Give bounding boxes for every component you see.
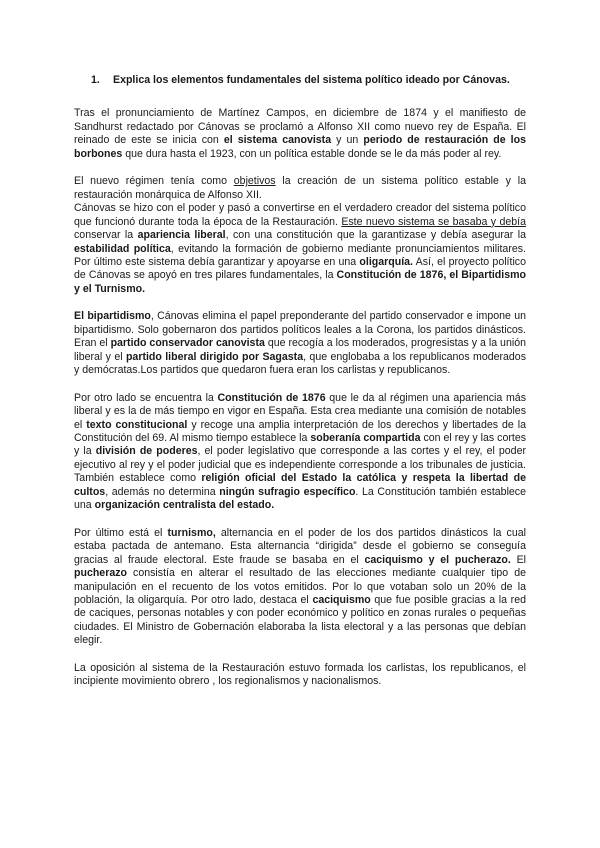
- paragraph-turnismo: [74, 527, 526, 648]
- bold-term: pucherazo: [74, 567, 127, 580]
- text-run: la creación de un sistema político estable y la restauración monárquica de Alfonso XII.: [74, 175, 526, 201]
- text-run: , el poder legislativo que corresponde a las cortes y el rey, el poder ejecutivo al rey y el poder judicial que es independiente corresponde a los tribunales de justicia. También establece como: [74, 445, 526, 485]
- text-run: . La Constitución también establece una: [74, 485, 527, 512]
- bold-term: texto constitucional: [86, 418, 188, 431]
- text-run: consistía en alterar el resultado de las elecciones mediante cualquier tipo de manipulación en el recuento de los votos emitidos. Por lo que votaban solo un 20% de la población, la oligarquía. Por otro lado, destaca el: [74, 567, 526, 606]
- text-run: conservar la: [74, 229, 138, 242]
- bold-term: oligarquía.: [359, 255, 413, 268]
- underlined-term: Este nuevo sistema se basaba y debía: [341, 215, 526, 228]
- bold-term: partido liberal dirigido por Sagasta: [125, 350, 304, 363]
- text-run: Por otro lado se encuentra la: [74, 391, 218, 404]
- bold-term: división de poderes: [95, 445, 198, 458]
- bold-term: caciquismo y el pucherazo.: [364, 553, 511, 566]
- bold-term: ningún sufragio específico: [219, 485, 356, 498]
- text-run: y un: [331, 134, 364, 147]
- text-run: , que englobaba a los republicanos moderados y demócratas.Los partidos que quedaron fuera eran los carlistas y republicanos.: [74, 350, 526, 377]
- heading-number: 1.: [91, 74, 100, 86]
- bold-term: soberanía compartida: [310, 431, 421, 444]
- text-run: Cánovas se hizo con el poder y pasó a convertirse en el verdadero creador del sistema político que funcionó durante toda la época de la Restauración.: [74, 202, 526, 228]
- text-run: Así, el proyecto político de Cánovas se apoyó en tres pilares fundamentales, la: [74, 255, 526, 282]
- text-run: , Cánovas elimina el papel preponderante del partido conservador e impone un bipartidismo. Solo gobernaron dos partidos políticos leales a la Corona, los partidos dinásticos. Eran el: [74, 310, 526, 350]
- bold-term: apariencia liberal: [137, 229, 226, 242]
- text-run: que recogía a los moderados, progresistas y a la unión liberal y el: [74, 337, 526, 363]
- paragraph-objectives: [74, 175, 526, 202]
- text-run: El nuevo régimen tenía como: [74, 175, 234, 188]
- bold-term: periodo de restauración de los borbones: [74, 134, 526, 160]
- underlined-term: objetivos: [233, 175, 276, 188]
- text-run: y recoge una amplia interpretación de los derechos y libertades de la Constitución del 69. Al mismo tiempo establece la: [74, 418, 527, 444]
- text-run: con el rey y las cortes y la: [74, 431, 527, 458]
- paragraph-intro: [74, 107, 526, 161]
- text-run: , además no determina: [105, 485, 220, 498]
- bold-term: Constitución de 1876: [217, 391, 326, 404]
- text-run: alternancia en el poder de los dos partidos dinásticos la cual estaba pactada de antemano. Esta alternancia “dirigida” desde el gobierno se conseguía gracias al fraude electoral. Este fraude se basaba en el: [74, 526, 526, 566]
- question-heading: [74, 74, 526, 87]
- bold-term: religión oficial del Estado la católica y respeta la libertad de cultos: [74, 472, 526, 498]
- bold-term: partido conservador canovista: [110, 337, 265, 350]
- bold-term: el sistema canovista: [223, 134, 332, 147]
- bold-term: organización centralista del estado.: [94, 499, 275, 512]
- text-run: , evitando la formación de gobierno mediante pronunciamientos militares. Por último este sistema debía garantizar y apoyarse en una: [74, 242, 526, 268]
- text-run: , con una constitución que la garantizase y debía asegurar la: [225, 229, 526, 242]
- text-run: que dura hasta el 1923, con un política estable donde se le da más poder al rey.: [122, 147, 502, 160]
- text-run: que le da al régimen una apariencia más liberal y es la de más tiempo en vigor en España. Esta crea mediante una comisión de notables el: [74, 391, 526, 431]
- text-run: Por último está el: [74, 526, 168, 539]
- paragraph-oposicion: [74, 662, 526, 689]
- paragraph-constitucion: [74, 392, 526, 513]
- text-run: Tras el pronunciamiento de Martínez Campos, en diciembre de 1874 y el manifiesto de Sandhurst redactado por Cánovas se proclamó a Alfonso XII como nuevo rey de España. El reinado de este se inicia con: [74, 107, 526, 147]
- bold-term: estabilidad política: [74, 242, 171, 255]
- bold-term: El bipartidismo: [74, 310, 151, 323]
- bold-term: Constitución de 1876, el Bipartidismo y el Turnismo.: [74, 269, 526, 295]
- text-run: La oposición al sistema de la Restauración estuvo formada los carlistas, los republicanos, el incipiente movimiento obrero , los regionalismos y nacionalismos.: [74, 661, 526, 688]
- text-run: El: [510, 553, 527, 566]
- paragraph-bipartidismo: [74, 310, 526, 377]
- paragraph-canovas: [74, 202, 526, 296]
- text-run: que fue posible gracias a la red de caciques, personas notables y con poder económico y político en zonas rurales o pequeñas ciudades. El Ministro de Gobernación elaboraba la lista electoral y a las personas que debían elegir.: [74, 593, 526, 647]
- bold-term: caciquismo: [312, 593, 371, 606]
- heading-text: Explica los elementos fundamentales del sistema político ideado por Cánovas.: [113, 74, 510, 86]
- bold-term: turnismo,: [167, 526, 216, 539]
